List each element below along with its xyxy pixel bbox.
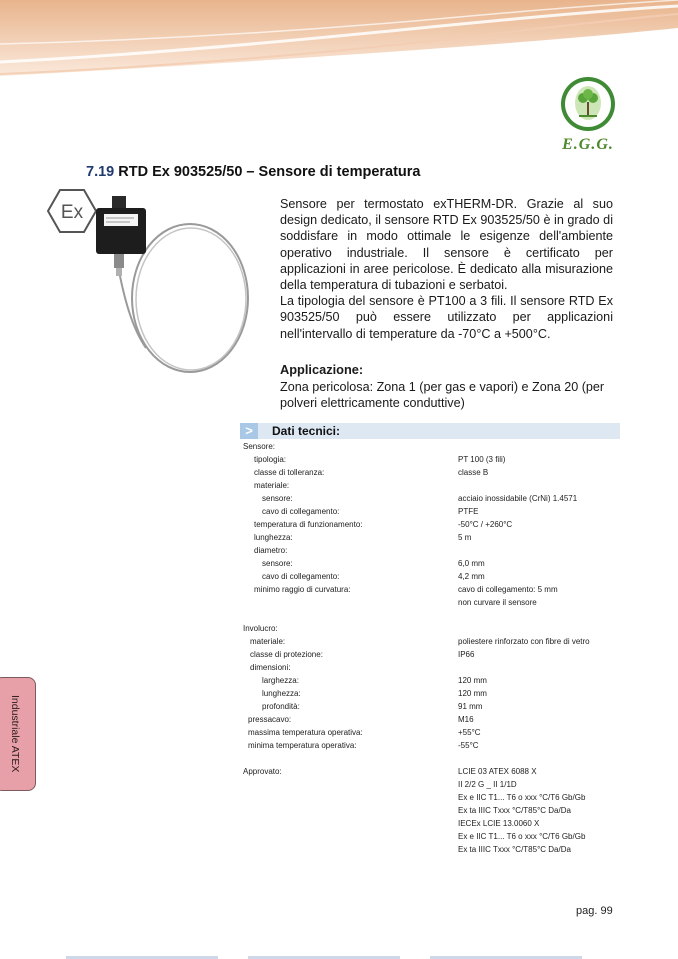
approval-item: LCIE 03 ATEX 6088 X — [458, 767, 537, 776]
approval-item: Ex e IIC T1... T6 o xxx °C/T6 Gb/Gb — [458, 832, 586, 841]
section-number: 7.19 — [86, 164, 115, 180]
side-tab — [0, 677, 36, 791]
product-image — [90, 188, 250, 378]
spec-value: PTFE — [458, 507, 479, 516]
spec-value: M16 — [458, 715, 474, 724]
spec-value: +55°C — [458, 728, 481, 737]
spec-value: acciaio inossidabile (CrNi) 1.4571 — [458, 494, 578, 503]
spec-label: pressacavo: — [248, 715, 292, 724]
spec-value: classe B — [458, 468, 489, 477]
description-paragraph: Sensore per termostato exTHERM-DR. Grazie al suo design dedicato, il sensore RTD Ex 903525/50 è in grado di soddisfare in modo ottimale le esigenze dell'ambiente operativo industriale. Il sensore è certificato per applicazioni in aree pericolose. È dedicato alla misurazione della temperatura di tubazioni e serbatoi. — [280, 197, 613, 293]
spec-label: lunghezza: — [262, 689, 301, 698]
spec-label: materiale: — [254, 481, 290, 490]
spec-label: tipologia: — [254, 455, 287, 464]
approval-item: Ex ta IIIC Txxx °C/T85°C Da/Da — [458, 845, 571, 854]
product-description — [280, 196, 613, 342]
spec-value: 120 mm — [458, 689, 487, 698]
approval-item: IECEx LCIE 13.0060 X — [458, 819, 540, 828]
spec-value: non curvare il sensore — [458, 598, 537, 607]
description-paragraph: La tipologia del sensore è PT100 a 3 fili. Il sensore RTD Ex 903525/50 può essere utilizzato per applicazioni nell'intervallo di temperature da -70°C a +500°C. — [280, 294, 613, 341]
spec-label: cavo di collegamento: — [262, 572, 340, 581]
spec-value: 120 mm — [458, 676, 487, 685]
spec-value: PT 100 (3 fili) — [458, 455, 506, 464]
spec-label: minima temperatura operativa: — [248, 741, 357, 750]
spec-label: diametro: — [254, 546, 288, 555]
approval-label: Approvato: — [243, 767, 282, 776]
spec-value: -50°C / +260°C — [458, 520, 513, 529]
logo-text: E.G.G. — [562, 136, 614, 153]
ex-mark-text: Ex — [60, 202, 84, 223]
spec-value: 91 mm — [458, 702, 483, 711]
housing-section-label: Involucro: — [243, 624, 278, 633]
spec-value: IP66 — [458, 650, 475, 659]
spec-label: larghezza: — [262, 676, 299, 685]
spec-label: profondità: — [262, 702, 300, 711]
spec-label: classe di tolleranza: — [254, 468, 325, 477]
spec-value: 6,0 mm — [458, 559, 485, 568]
spec-label: lunghezza: — [254, 533, 293, 542]
spec-value: -55°C — [458, 741, 479, 750]
chevron-right-icon: > — [240, 423, 258, 439]
application-text: Zona pericolosa: Zona 1 (per gas e vapori) e Zona 20 (per polveri elettricamente conduttive) — [280, 380, 605, 410]
spec-value: cavo di collegamento: 5 mm — [458, 585, 558, 594]
spec-label: dimensioni: — [250, 663, 291, 672]
spec-label: massima temperatura operativa: — [248, 728, 363, 737]
spec-value: 5 m — [458, 533, 472, 542]
spec-value: poliestere rinforzato con fibre di vetro — [458, 637, 590, 646]
tech-data-title: Dati tecnici: — [272, 424, 341, 438]
application-title: Applicazione: — [280, 362, 364, 377]
spec-label: cavo di collegamento: — [262, 507, 340, 516]
approval-item: Ex ta IIIC Txxx °C/T85°C Da/Da — [458, 806, 571, 815]
approval-item: II 2/2 G _ II 1/1D — [458, 780, 517, 789]
tech-data-header — [240, 423, 620, 439]
spec-label: temperatura di funzionamento: — [254, 520, 363, 529]
page-number: pag. 99 — [576, 905, 613, 917]
side-tab-label: Industriale ATEX — [9, 695, 21, 773]
spec-label: materiale: — [250, 637, 286, 646]
approval-item: Ex e IIC T1... T6 o xxx °C/T6 Gb/Gb — [458, 793, 586, 802]
spec-label: sensore: — [262, 559, 293, 568]
spec-label: classe di protezione: — [250, 650, 323, 659]
egg-logo — [552, 76, 624, 160]
egg-logo-emblem — [552, 76, 624, 136]
page-title — [86, 164, 421, 180]
spec-value: 4,2 mm — [458, 572, 485, 581]
section-title: RTD Ex 903525/50 – Sensore di temperatura — [118, 164, 421, 180]
spec-label: sensore: — [262, 494, 293, 503]
sensor-section-label: Sensore: — [243, 442, 276, 451]
spec-label: minimo raggio di curvatura: — [254, 585, 351, 594]
